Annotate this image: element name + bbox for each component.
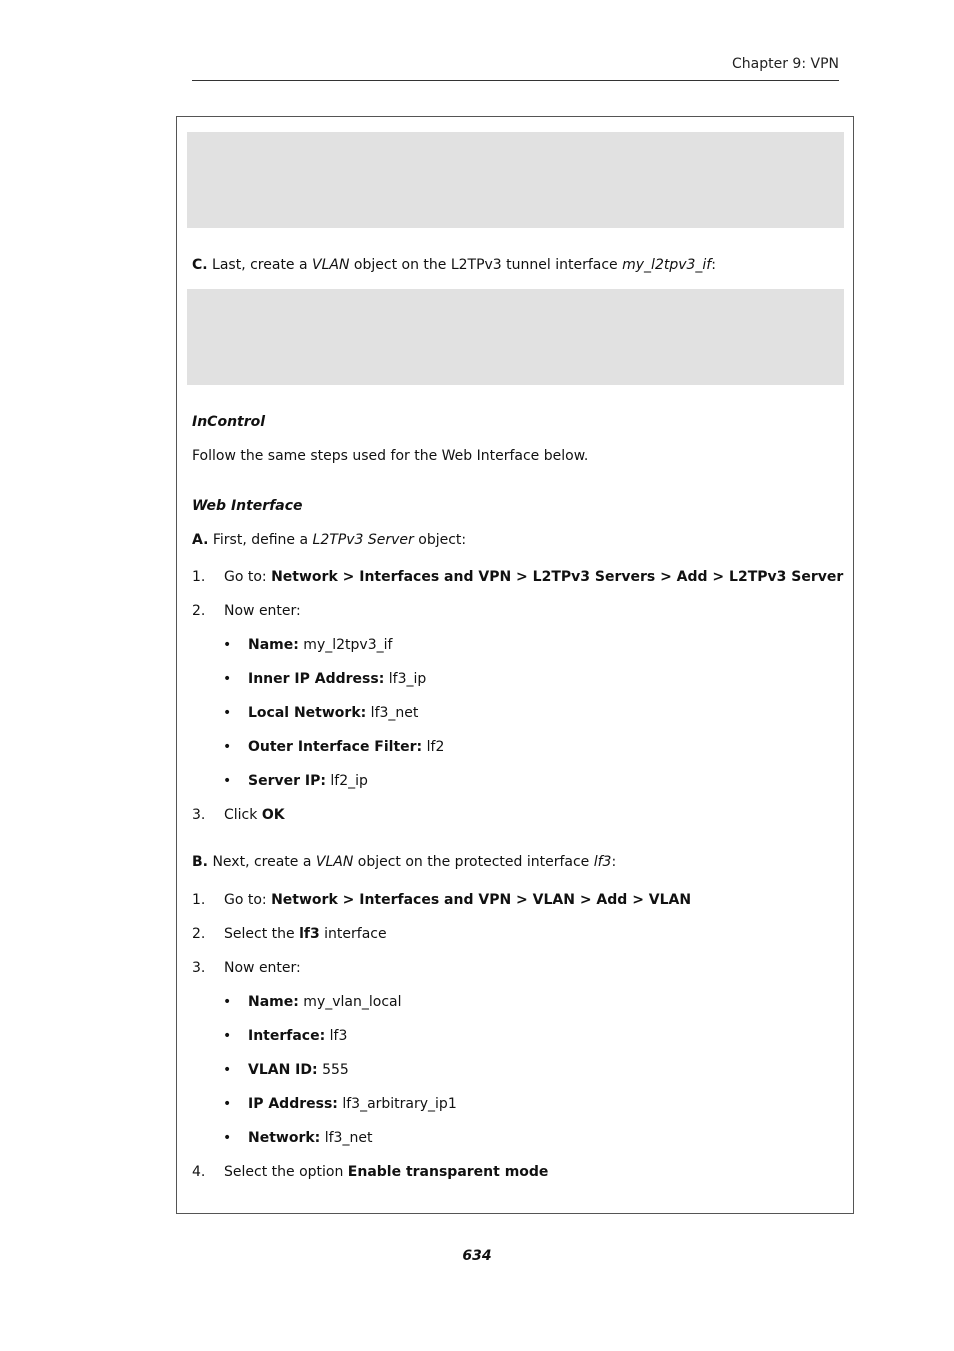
section-label: A.	[192, 532, 209, 548]
field-label: Server IP:	[248, 773, 326, 789]
bullet-icon: •	[223, 1062, 232, 1078]
web-interface-heading: Web Interface	[192, 498, 303, 514]
step-text	[224, 1163, 548, 1181]
text: Go to:	[224, 892, 272, 908]
screenshot-placeholder-1	[187, 132, 844, 228]
text: Go to:	[224, 569, 272, 585]
bullet-text	[248, 704, 418, 722]
section-c-paragraph	[192, 256, 716, 274]
text: interface	[319, 926, 387, 942]
text: Next, create a	[208, 854, 316, 870]
bullet-text	[248, 636, 392, 654]
menu-path: Network > Interfaces and VPN > L2TPv3 Servers > Add > L2TPv3 Server	[271, 569, 844, 585]
field-label: VLAN ID:	[248, 1062, 318, 1078]
step-text: Now enter:	[224, 603, 301, 619]
text: object:	[413, 532, 467, 548]
bullet-icon: •	[223, 1130, 232, 1146]
emphasis: my_l2tpv3_if	[622, 257, 712, 273]
chapter-header: Chapter 9: VPN	[732, 56, 839, 72]
bullet-text	[248, 1027, 347, 1045]
emphasis: lf3	[593, 854, 612, 870]
field-label: Network:	[248, 1130, 321, 1146]
incontrol-heading: InControl	[192, 414, 266, 430]
bullet-text	[248, 738, 444, 756]
section-label: C.	[192, 257, 208, 273]
button-ref: OK	[261, 807, 285, 823]
bullet-text	[248, 1129, 372, 1147]
step-number: 1.	[192, 892, 206, 908]
field-value: lf3_net	[366, 705, 419, 721]
bullet-text	[248, 1061, 349, 1079]
interface-name: lf3	[299, 926, 320, 942]
field-value: my_vlan_local	[298, 994, 402, 1010]
bullet-text	[248, 993, 401, 1011]
emphasis: VLAN	[312, 257, 350, 273]
step-text	[224, 925, 387, 943]
text: Last, create a	[207, 257, 313, 273]
screenshot-placeholder-2	[187, 289, 844, 385]
text: Click	[224, 807, 262, 823]
field-value: my_l2tpv3_if	[298, 637, 393, 653]
step-number: 2.	[192, 603, 206, 619]
option-name: Enable transparent mode	[347, 1164, 549, 1180]
bullet-icon: •	[223, 637, 232, 653]
field-label: IP Address:	[248, 1096, 338, 1112]
text: object on the L2TPv3 tunnel interface	[349, 257, 623, 273]
text: object on the protected interface	[353, 854, 594, 870]
menu-path: Network > Interfaces and VPN > VLAN > Add > VLAN	[271, 892, 692, 908]
emphasis: L2TPv3 Server	[312, 532, 414, 548]
text: Select the option	[224, 1164, 348, 1180]
field-value: lf2_ip	[325, 773, 368, 789]
step-text	[224, 806, 285, 824]
field-label: Local Network:	[248, 705, 367, 721]
field-value: lf3_arbitrary_ip1	[337, 1096, 457, 1112]
step-number: 3.	[192, 960, 206, 976]
text: :	[711, 257, 716, 273]
field-value: 555	[317, 1062, 349, 1078]
bullet-icon: •	[223, 739, 232, 755]
bullet-icon: •	[223, 1096, 232, 1112]
page-number: 634	[462, 1248, 492, 1264]
section-a-paragraph	[192, 531, 466, 549]
field-value: lf3_ip	[384, 671, 427, 687]
text: First, define a	[208, 532, 313, 548]
step-text: Now enter:	[224, 960, 301, 976]
step-text	[224, 568, 843, 586]
step-text	[224, 891, 691, 909]
step-number: 2.	[192, 926, 206, 942]
section-label: B.	[192, 854, 208, 870]
field-label: Name:	[248, 994, 299, 1010]
bullet-icon: •	[223, 671, 232, 687]
content-frame	[176, 116, 854, 1214]
text: Select the	[224, 926, 300, 942]
incontrol-text: Follow the same steps used for the Web Interface below.	[192, 448, 589, 464]
field-value: lf3_net	[320, 1130, 373, 1146]
step-number: 3.	[192, 807, 206, 823]
emphasis: VLAN	[315, 854, 354, 870]
header-divider	[192, 80, 839, 81]
field-value: lf3	[325, 1028, 348, 1044]
bullet-text	[248, 670, 426, 688]
bullet-icon: •	[223, 705, 232, 721]
section-b-paragraph	[192, 853, 616, 871]
bullet-icon: •	[223, 773, 232, 789]
bullet-text	[248, 1095, 457, 1113]
field-label: Outer Interface Filter:	[248, 739, 423, 755]
field-label: Interface:	[248, 1028, 326, 1044]
text: :	[611, 854, 617, 870]
field-value: lf2	[422, 739, 445, 755]
field-label: Inner IP Address:	[248, 671, 385, 687]
bullet-icon: •	[223, 994, 232, 1010]
step-number: 4.	[192, 1164, 206, 1180]
bullet-text	[248, 772, 368, 790]
field-label: Name:	[248, 637, 299, 653]
bullet-icon: •	[223, 1028, 232, 1044]
step-number: 1.	[192, 569, 206, 585]
